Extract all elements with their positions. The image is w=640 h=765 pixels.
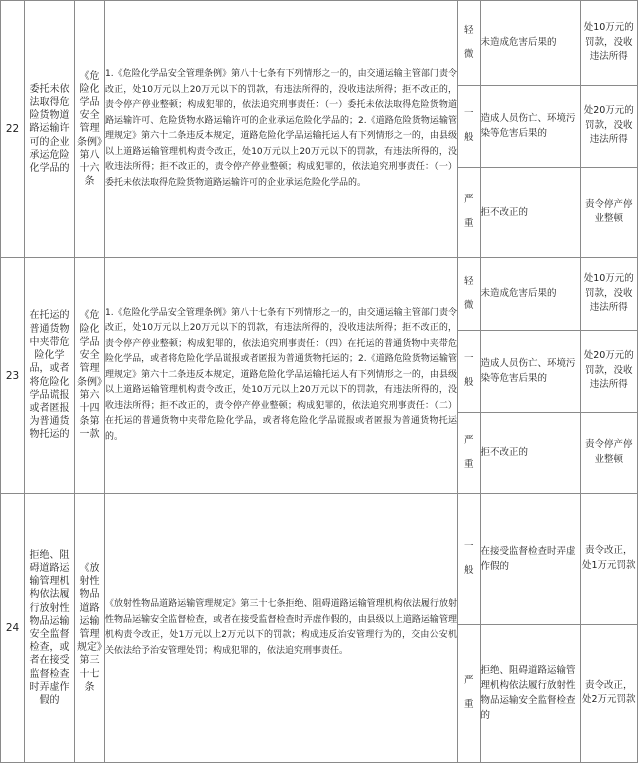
level-condition: 拒不改正的	[480, 412, 580, 493]
legal-basis: 《危险化学品安全管理条例》第八十六条	[75, 1, 105, 258]
level-condition: 造成人员伤亡、环境污染等危害后果的	[480, 85, 580, 167]
penalty-levels	[458, 258, 638, 494]
level-row	[458, 167, 637, 257]
level-penalty: 处10万元的罚款，没收违法所得	[580, 1, 637, 85]
violation-behavior: 拒绝、阻碍道路运输管理机构依法履行放射性物品运输安全监督检查，或者在接受监督检查时弄虚作假的	[25, 494, 75, 763]
level-condition: 在接受监督检查时弄虚作假的	[480, 494, 580, 624]
violation-behavior: 委托未依法取得危险货物道路运输许可的企业承运危险化学品的	[25, 1, 75, 258]
level-label: 轻 微	[458, 258, 480, 330]
penalty-levels	[458, 494, 638, 763]
level-condition: 未造成危害后果的	[480, 258, 580, 330]
violation-behavior: 在托运的普通货物中夹带危险化学品，或者将危险化学品谎报或者匿报为普通货物托运的	[25, 258, 75, 494]
table-row	[1, 258, 638, 494]
penalty-levels	[458, 1, 638, 258]
level-row	[458, 624, 637, 762]
level-condition: 造成人员伤亡、环境污染等危害后果的	[480, 330, 580, 412]
level-penalty: 责令停产停业整顿	[580, 167, 637, 257]
table-row	[1, 494, 638, 763]
level-penalty: 处20万元的罚款，没收违法所得	[580, 330, 637, 412]
level-label: 严 重	[458, 624, 480, 762]
level-penalty: 责令停产停业整顿	[580, 412, 637, 493]
level-table	[458, 1, 637, 257]
level-label: 严 重	[458, 167, 480, 257]
level-label: 一 般	[458, 494, 480, 624]
level-penalty: 处10万元的罚款，没收违法所得	[580, 258, 637, 330]
level-row	[458, 1, 637, 85]
level-row	[458, 412, 637, 493]
row-number: 23	[1, 258, 25, 494]
table-row	[1, 1, 638, 258]
level-label: 严 重	[458, 412, 480, 493]
level-label: 轻 微	[458, 1, 480, 85]
level-condition: 未造成危害后果的	[480, 1, 580, 85]
level-label: 一 般	[458, 330, 480, 412]
legal-clause: 1.《危险化学品安全管理条例》第八十七条有下列情形之一的，由交通运输主管部门责令改正，处10万元以上20万元以下的罚款，有违法所得的，没收违法所得；拒不改正的，责令停产停业整顿；构成犯罪的，依法追究刑事责任：（一）委托未依法取得危险货物道路运输许可、危险货物水路运输许可的企业承运危险化学品的；2.《道路危险货物运输管理规定》第六十二条违反本规定，道路危险化学品运输托运人有下列情形之一的，由县级以上道路运输管理机构责令改正，处10万元以上20万元以下的罚款，有违法所得的，没收违法所得；拒不改正的，责令停产停业整顿；构成犯罪的，依法追究刑事责任：（一）委托未依法取得危险货物道路运输许可的企业承运危险化学品的。	[105, 1, 458, 258]
level-row	[458, 494, 637, 624]
level-penalty: 责令改正，处2万元罚款	[580, 624, 637, 762]
level-table	[458, 258, 637, 493]
level-condition: 拒绝、阻碍道路运输管理机构依法履行放射性物品运输安全监督检查的	[480, 624, 580, 762]
level-row	[458, 330, 637, 412]
legal-clause: 《放射性物品道路运输管理规定》第三十七条拒绝、阻碍道路运输管理机构依法履行放射性物品运输安全监督检查，或者在接受监督检查时弄虚作假的，由县级以上道路运输管理机构责令改正，处1万元以上2万元以下的罚款；构成违反治安管理行为的，交由公安机关依法给予治安管理处罚；构成犯罪的，依法追究刑事责任。	[105, 494, 458, 763]
legal-basis: 《放射性物品道路运输管理规定》第三十七条	[75, 494, 105, 763]
level-row	[458, 258, 637, 330]
row-number: 24	[1, 494, 25, 763]
level-table	[458, 494, 637, 762]
level-label: 一 般	[458, 85, 480, 167]
row-number: 22	[1, 1, 25, 258]
level-condition: 拒不改正的	[480, 167, 580, 257]
level-penalty: 责令改正，处1万元罚款	[580, 494, 637, 624]
legal-basis: 《危险化学品安全管理条例》第六十四条第一款	[75, 258, 105, 494]
level-penalty: 处20万元的罚款，没收违法所得	[580, 85, 637, 167]
level-row	[458, 85, 637, 167]
legal-clause: 1.《危险化学品安全管理条例》第八十七条有下列情形之一的，由交通运输主管部门责令改正，处10万元以上20万元以下的罚款，有违法所得的，没收违法所得；拒不改正的，责令停产停业整顿；构成犯罪的，依法追究刑事责任：（四）在托运的普通货物中夹带危险化学品，或者将危险化学品谎报或者匿报为普通货物托运的；2.《道路危险货物运输管理规定》第六十二条违反本规定，道路危险化学品运输托运人有下列情形之一的，由县级以上道路运输管理机构责令改正，处10万元以上20万元以下的罚款，有违法所得的，没收违法所得；拒不改正的，责令停产停业整顿；构成犯罪的，依法追究刑事责任：（二）在托运的普通货物中夹带危险化学品，或者将危险化学品谎报或者匿报为普通货物托运的。	[105, 258, 458, 494]
